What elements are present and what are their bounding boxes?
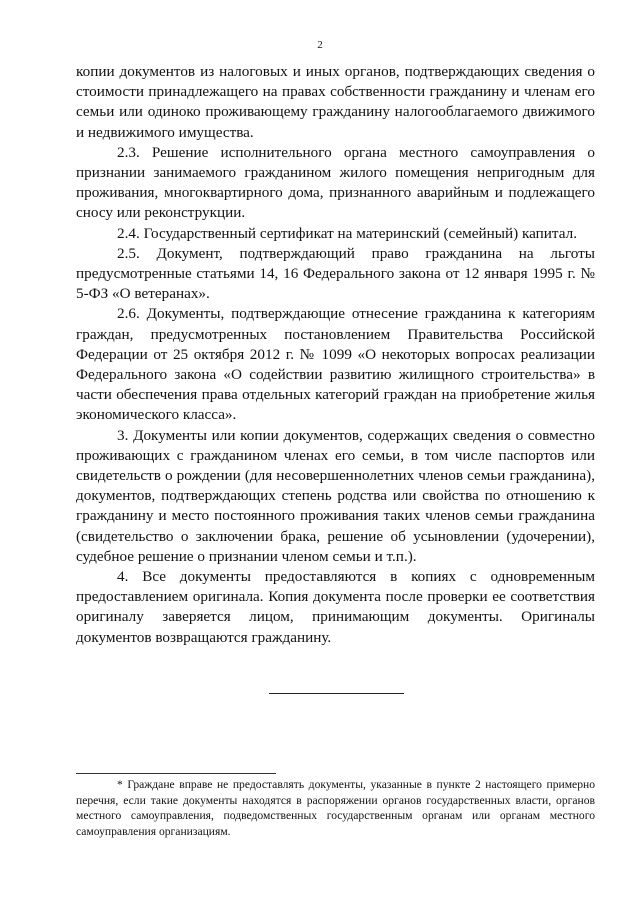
paragraph-2-6: 2.6. Документы, подтверждающие отнесение гражданина к категориям граждан, предусмотренных постановлением Правительства Российской Федерации от 25 октября 2012 г. № 1099 «О некоторых вопросах реализации Федерального закона «О содействии развитию жилищного строительства» в части обеспечения права отдельных категорий граждан на приобретение жилья экономического класса».	[76, 305, 595, 424]
paragraph-3: 3. Документы или копии документов, содержащих сведения о совместно проживающих с гражданином членах его семьи, в том числе паспортов или свидетельств о рождении (для несовершеннолетних членов семьи гражданина), документов, подтверждающих степень родства или свойства по отношению к гражданину и место постоянного проживания таких членов семьи гражданина (свидетельство о заключении брака, решение об усыновлении (удочерении), судебное решение о признании членом семьи и т.п.).	[76, 426, 595, 565]
paragraph-2-5: 2.5. Документ, подтверждающий право гражданина на льготы предусмотренные статьями 14, 16 Федерального закона от 12 января 1995 г. № 5-ФЗ «О ветеранах».	[76, 244, 595, 303]
paragraph-continuation: копии документов из налоговых и иных органов, подтверждающих сведения о стоимости принадлежащего на правах собственности гражданину и членам его семьи или одиноко проживающему гражданину налогооблагаемого движимого и недвижимого имущества.	[76, 63, 595, 141]
document-body	[76, 62, 595, 648]
paragraph-2-3: 2.3. Решение исполнительного органа местного самоуправления о признании занимаемого гражданином жилого помещения непригодным для проживания, многоквартирного дома, признанного аварийным и подлежащего сносу или реконструкции.	[76, 143, 595, 222]
paragraph-2-4: 2.4. Государственный сертификат на материнский (семейный) капитал.	[117, 224, 577, 242]
footnote: * Граждане вправе не предоставлять документы, указанные в пункте 2 настоящего примерно перечня, если такие документы находятся в распоряжении органов государственных власти, органов местного самоуправления, подведомственных государственным органам или органам местного самоуправления организациям.	[76, 778, 595, 838]
end-of-text-divider	[269, 693, 404, 694]
page-number: 2	[317, 39, 323, 51]
paragraph-4: 4. Все документы предоставляются в копиях с одновременным предоставлением оригинала. Копия документа после проверки ее соответствия оригиналу заверяется лицом, принимающим документы. Оригиналы документов возвращаются гражданину.	[76, 568, 595, 646]
footnote-divider	[76, 773, 276, 774]
